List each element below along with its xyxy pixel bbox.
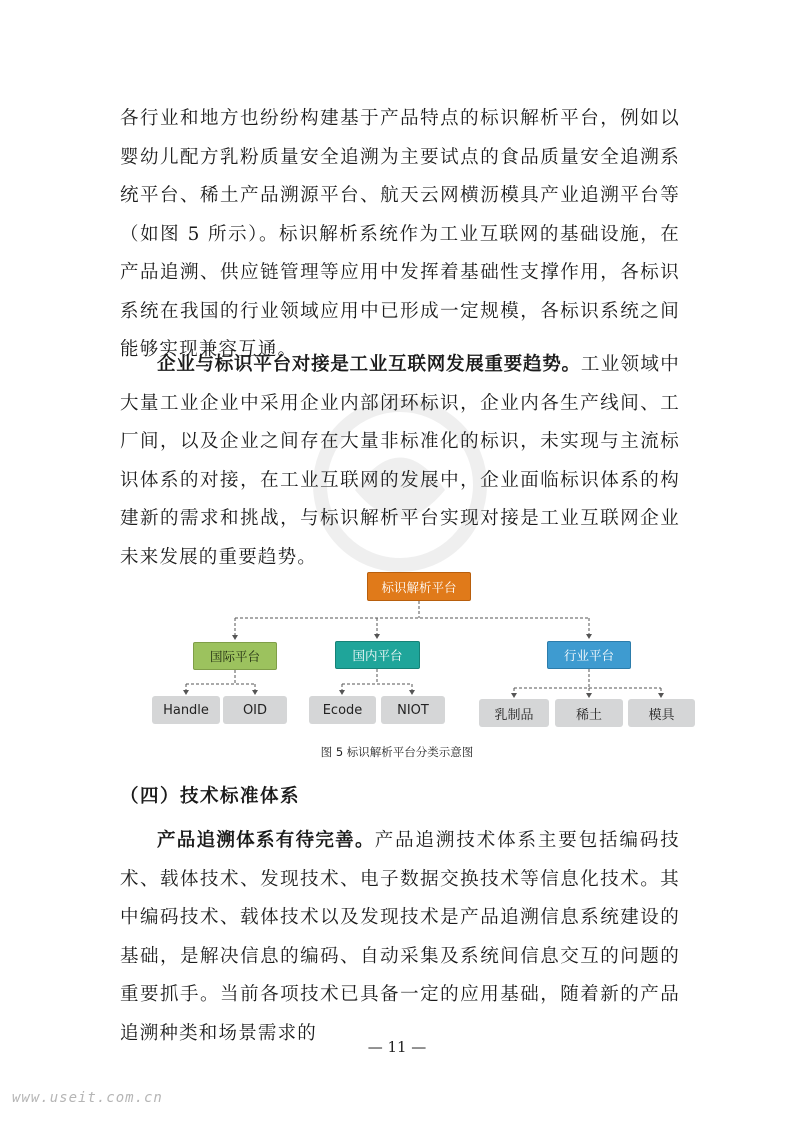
leaf-mold: 模具 [628, 699, 695, 727]
figure-caption: 图 5 标识解析平台分类示意图 [320, 745, 474, 759]
leaf-oid: OID [223, 696, 287, 724]
leaf-niot: NIOT [381, 696, 445, 724]
arrowhead [252, 690, 258, 695]
arrowhead [409, 690, 415, 695]
arrowhead [374, 634, 380, 639]
paragraph-lead-text: 产品追溯体系有待完善。 [157, 830, 375, 851]
paragraph-body-text: 工业领域中大量工业企业中采用企业内部闭环标识，企业内各生产线间、工厂间，以及企业之间存在大量非标准化的标识，未实现与主流标识体系的对接，在工业互联网的发展中，企业面临标识体系的构建新的需求和挑战，与标识解析平台实现对接是工业互联网企业未来发展的重要趋势。 [120, 354, 680, 568]
leaf-handle: Handle [152, 696, 220, 724]
site-watermark: www.useit.com.cn [12, 1090, 163, 1106]
arrowhead [658, 693, 664, 698]
arrowhead [511, 693, 517, 698]
arrowhead [586, 693, 592, 698]
node-domestic-platform: 国内平台 [335, 641, 420, 669]
node-identifier-resolution-platform: 标识解析平台 [367, 572, 471, 601]
page-number: — 11 — [367, 1038, 427, 1056]
node-international-platform: 国际平台 [193, 642, 277, 670]
paragraph-traceability-system [120, 822, 680, 1053]
paragraph-enterprise-docking [120, 346, 680, 577]
paragraph-lead-text: 企业与标识平台对接是工业互联网发展重要趋势。 [157, 354, 581, 375]
arrowhead [586, 634, 592, 639]
arrowhead [183, 690, 189, 695]
leaf-ecode: Ecode [309, 696, 376, 724]
leaf-dairy: 乳制品 [479, 699, 549, 727]
paragraph-body-text: 产品追溯技术体系主要包括编码技术、载体技术、发现技术、电子数据交换技术等信息化技术。其中编码技术、载体技术以及发现技术是产品追溯信息系统建设的基础，是解决信息的编码、自动采集及系统间信息交互的问题的重要抓手。当前各项技术已具备一定的应用基础，随着新的产品追溯种类和场景需求的 [120, 830, 680, 1044]
arrowhead [339, 690, 345, 695]
node-industry-platform: 行业平台 [547, 641, 631, 669]
arrowhead [232, 635, 238, 640]
leaf-rare-earth: 稀土 [555, 699, 623, 727]
paragraph-identifier-platforms: 各行业和地方也纷纷构建基于产品特点的标识解析平台，例如以婴幼儿配方乳粉质量安全追溯为主要试点的食品质量安全追溯系统平台、稀土产品溯源平台、航天云网横沥模具产业追溯平台等（如图 5 所示）。标识解析系统作为工业互联网的基础设施，在产品追溯、供应链管理等应用中发挥着基础性支撑作用，各标识系统在我国的行业领域应用中已形成一定规模，各标识系统之间能够实现兼容互通。 [120, 108, 680, 360]
section-heading: （四）技术标准体系 [120, 786, 301, 807]
